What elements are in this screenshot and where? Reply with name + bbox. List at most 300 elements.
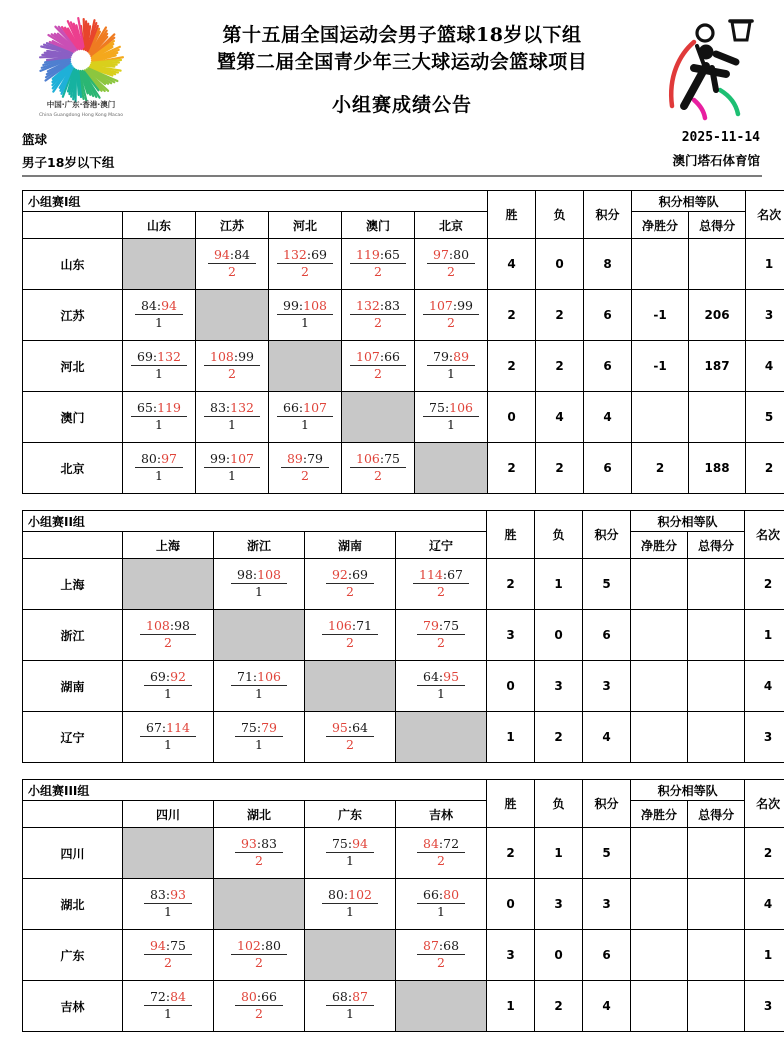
opponent-column-header-4: 吉林 — [396, 801, 487, 828]
match-points: 1 — [140, 737, 196, 752]
away-score: 132 — [230, 400, 254, 415]
row-rank: 5 — [746, 392, 784, 443]
score-fraction — [138, 722, 198, 751]
score-fraction — [425, 249, 477, 278]
home-score: 108 — [210, 349, 234, 364]
match-result-cell — [123, 879, 214, 930]
away-score: 107 — [303, 400, 327, 415]
score-fraction — [142, 940, 194, 969]
score-fraction — [142, 671, 194, 700]
row-losses: 2 — [536, 341, 584, 392]
row-losses: 1 — [535, 828, 583, 879]
column-header-points: 积分 — [583, 511, 631, 559]
opponent-column-header-3: 河北 — [269, 212, 342, 239]
score-separator: : — [439, 887, 443, 902]
away-score: 108 — [303, 298, 327, 313]
match-points: 1 — [322, 904, 378, 919]
home-score: 80 — [241, 989, 257, 1004]
table-row — [23, 712, 784, 763]
score-separator: : — [261, 938, 265, 953]
score-fraction — [415, 620, 467, 649]
row-point-diff — [631, 661, 688, 712]
group-title: 小组赛I组 — [23, 191, 488, 212]
match-result-cell — [123, 610, 214, 661]
row-point-diff — [631, 879, 688, 930]
match-points: 1 — [326, 853, 374, 868]
svg-text:中国·广东·香港·澳门: 中国·广东·香港·澳门 — [47, 99, 116, 109]
score-line — [231, 671, 287, 686]
home-score: 69 — [150, 669, 166, 684]
row-points: 5 — [583, 828, 631, 879]
page-subtitle: 小组赛成绩公告 — [170, 90, 634, 117]
away-score: 79 — [261, 720, 277, 735]
match-points: 1 — [204, 468, 260, 483]
home-score: 84 — [141, 298, 157, 313]
away-score: 99 — [238, 349, 254, 364]
opponent-header-row — [23, 532, 784, 559]
score-line — [208, 249, 256, 264]
away-score: 87 — [352, 989, 368, 1004]
column-header-point-diff: 净胜分 — [631, 801, 688, 828]
match-result-cell — [123, 443, 196, 494]
row-point-diff: -1 — [632, 290, 689, 341]
home-score: 67 — [146, 720, 162, 735]
score-line — [235, 722, 283, 737]
away-score: 84 — [170, 989, 186, 1004]
away-score: 79 — [307, 451, 323, 466]
score-fraction — [233, 722, 285, 751]
match-result-cell — [269, 443, 342, 494]
away-score: 71 — [356, 618, 372, 633]
score-fraction — [324, 569, 376, 598]
home-score: 68 — [332, 989, 348, 1004]
score-separator: : — [348, 720, 352, 735]
match-points: 1 — [423, 417, 479, 432]
score-line — [135, 300, 183, 315]
score-fraction — [275, 300, 335, 329]
home-score: 95 — [332, 720, 348, 735]
row-total-points — [688, 610, 745, 661]
away-score: 119 — [157, 400, 181, 415]
row-team-name: 浙江 — [23, 610, 123, 661]
row-total-points — [689, 392, 746, 443]
match-points: 2 — [140, 635, 196, 650]
home-score: 92 — [332, 567, 348, 582]
match-result-cell — [415, 290, 488, 341]
away-score: 69 — [352, 567, 368, 582]
group-header-row — [23, 511, 784, 532]
match-result-cell — [123, 712, 214, 763]
match-result-cell — [396, 930, 487, 981]
home-score: 108 — [146, 618, 170, 633]
match-result-cell — [214, 930, 305, 981]
home-score: 83 — [210, 400, 226, 415]
basketball-pictogram-icon — [654, 10, 760, 122]
row-point-diff — [631, 930, 688, 981]
match-points: 1 — [144, 686, 192, 701]
row-points: 4 — [583, 712, 631, 763]
opponent-column-header-2: 湖北 — [214, 801, 305, 828]
match-points: 2 — [326, 584, 374, 599]
score-line — [326, 569, 374, 584]
self-cell — [396, 712, 487, 763]
away-score: 97 — [161, 451, 177, 466]
home-score: 83 — [150, 887, 166, 902]
row-total-points — [688, 879, 745, 930]
match-points: 2 — [144, 955, 192, 970]
away-score: 89 — [453, 349, 469, 364]
away-score: 65 — [384, 247, 400, 262]
away-score: 69 — [311, 247, 327, 262]
away-score: 114 — [166, 720, 190, 735]
match-points: 2 — [417, 955, 465, 970]
match-points: 1 — [277, 417, 333, 432]
score-fraction — [320, 889, 380, 918]
row-points: 6 — [584, 290, 632, 341]
score-line — [423, 402, 479, 417]
row-losses: 0 — [535, 610, 583, 661]
score-fraction — [324, 722, 376, 751]
svg-text:China Guangdong Hong Kong Maca: China Guangdong Hong Kong Macao — [39, 112, 123, 118]
home-score: 65 — [137, 400, 153, 415]
row-rank: 1 — [745, 930, 784, 981]
match-result-cell — [396, 610, 487, 661]
score-line — [417, 889, 465, 904]
match-result-cell — [396, 559, 487, 610]
match-points: 2 — [235, 853, 283, 868]
score-separator: : — [257, 836, 261, 851]
match-result-cell — [305, 828, 396, 879]
column-header-rank: 名次 — [745, 511, 784, 559]
score-separator: : — [157, 298, 161, 313]
match-points: 1 — [417, 686, 465, 701]
away-score: 66 — [261, 989, 277, 1004]
row-losses: 2 — [536, 290, 584, 341]
row-total-points — [688, 712, 745, 763]
score-line — [277, 249, 333, 264]
score-separator: : — [449, 247, 453, 262]
score-fraction — [129, 402, 189, 431]
match-points: 1 — [326, 1006, 374, 1021]
row-point-diff: 2 — [632, 443, 689, 494]
row-rank: 3 — [745, 712, 784, 763]
table-row — [23, 290, 784, 341]
score-fraction — [348, 300, 408, 329]
self-cell — [396, 981, 487, 1032]
opponent-column-header-3: 湖南 — [305, 532, 396, 559]
row-points: 6 — [584, 341, 632, 392]
row-point-diff — [632, 239, 689, 290]
row-team-name: 澳门 — [23, 392, 123, 443]
row-losses: 2 — [535, 981, 583, 1032]
score-line — [231, 569, 287, 584]
row-rank: 4 — [746, 341, 784, 392]
row-wins: 2 — [488, 341, 536, 392]
match-points: 1 — [231, 686, 287, 701]
match-points: 1 — [235, 737, 283, 752]
score-separator: : — [352, 618, 356, 633]
match-result-cell — [123, 341, 196, 392]
match-result-cell — [214, 828, 305, 879]
score-line — [417, 671, 465, 686]
score-fraction — [415, 940, 467, 969]
home-score: 66 — [423, 887, 439, 902]
away-score: 83 — [261, 836, 277, 851]
self-cell — [214, 879, 305, 930]
match-points: 2 — [277, 264, 333, 279]
away-score: 98 — [174, 618, 190, 633]
match-result-cell — [269, 290, 342, 341]
score-line — [204, 402, 260, 417]
column-header-wins: 胜 — [488, 191, 536, 239]
match-points: 2 — [423, 315, 479, 330]
self-cell — [269, 341, 342, 392]
score-separator: : — [380, 298, 384, 313]
match-result-cell — [214, 981, 305, 1032]
match-result-cell — [415, 239, 488, 290]
opponent-column-header-1: 山东 — [123, 212, 196, 239]
row-team-name: 湖北 — [23, 879, 123, 930]
score-fraction — [421, 402, 481, 431]
match-result-cell — [196, 341, 269, 392]
table-row — [23, 981, 784, 1032]
column-header-rank: 名次 — [746, 191, 784, 239]
column-header-points: 积分 — [583, 780, 631, 828]
home-score: 75 — [241, 720, 257, 735]
column-header-wins: 胜 — [487, 511, 535, 559]
group-tables-container — [22, 190, 762, 1048]
home-score: 72 — [150, 989, 166, 1004]
row-rank: 3 — [746, 290, 784, 341]
match-result-cell — [123, 392, 196, 443]
meta-left — [22, 128, 114, 174]
match-points: 1 — [204, 417, 260, 432]
table-row — [23, 392, 784, 443]
away-score: 80 — [443, 887, 459, 902]
group-title: 小组赛II组 — [23, 511, 487, 532]
match-points: 2 — [417, 853, 465, 868]
match-points: 2 — [281, 468, 329, 483]
away-score: 99 — [457, 298, 473, 313]
score-line — [350, 351, 406, 366]
home-score: 79 — [423, 618, 439, 633]
row-losses: 2 — [536, 443, 584, 494]
group-table-3 — [22, 779, 784, 1032]
score-line — [417, 838, 465, 853]
score-line — [326, 991, 374, 1006]
match-result-cell — [342, 443, 415, 494]
score-separator: : — [303, 451, 307, 466]
score-line — [326, 838, 374, 853]
table-row — [23, 930, 784, 981]
score-fraction — [142, 991, 194, 1020]
self-cell — [196, 290, 269, 341]
match-points: 1 — [135, 468, 183, 483]
match-result-cell — [214, 661, 305, 712]
score-fraction — [129, 351, 189, 380]
row-team-name: 广东 — [23, 930, 123, 981]
row-points: 6 — [584, 443, 632, 494]
match-result-cell — [214, 712, 305, 763]
score-fraction — [324, 991, 376, 1020]
row-team-name: 辽宁 — [23, 712, 123, 763]
score-line — [427, 249, 475, 264]
table-row — [23, 879, 784, 930]
match-result-cell — [269, 239, 342, 290]
match-result-cell — [342, 239, 415, 290]
row-point-diff: -1 — [632, 341, 689, 392]
score-separator: : — [299, 298, 303, 313]
score-fraction — [229, 671, 289, 700]
match-result-cell — [305, 559, 396, 610]
match-result-cell — [415, 392, 488, 443]
home-score: 75 — [332, 836, 348, 851]
row-total-points — [688, 661, 745, 712]
score-separator: : — [344, 887, 348, 902]
score-line — [417, 940, 465, 955]
score-fraction — [411, 569, 471, 598]
row-losses: 4 — [536, 392, 584, 443]
row-wins: 0 — [487, 879, 535, 930]
home-score: 99 — [210, 451, 226, 466]
away-score: 132 — [157, 349, 181, 364]
row-points: 6 — [583, 930, 631, 981]
row-point-diff — [631, 559, 688, 610]
row-rank: 2 — [745, 828, 784, 879]
match-points: 2 — [326, 737, 374, 752]
score-separator: : — [253, 669, 257, 684]
row-points: 3 — [583, 879, 631, 930]
row-team-name: 四川 — [23, 828, 123, 879]
home-score: 99 — [283, 298, 299, 313]
meta-right — [672, 126, 760, 172]
row-point-diff — [632, 392, 689, 443]
score-separator: : — [234, 349, 238, 364]
row-total-points: 188 — [689, 443, 746, 494]
row-wins: 2 — [487, 559, 535, 610]
match-points: 2 — [350, 468, 406, 483]
away-score: 72 — [443, 836, 459, 851]
column-header-total-points: 总得分 — [688, 801, 745, 828]
score-separator: : — [443, 567, 447, 582]
score-line — [135, 453, 183, 468]
score-separator: : — [166, 669, 170, 684]
score-fraction — [425, 351, 477, 380]
row-rank: 1 — [746, 239, 784, 290]
match-result-cell — [415, 341, 488, 392]
home-score: 87 — [423, 938, 439, 953]
score-separator: : — [153, 349, 157, 364]
date-label: 2025-11-14 — [672, 126, 760, 149]
away-score: 80 — [265, 938, 281, 953]
score-fraction — [133, 300, 185, 329]
score-line — [235, 991, 283, 1006]
row-total-points — [688, 930, 745, 981]
title-line-2: 暨第二届全国青少年三大球运动会篮球项目 — [170, 49, 634, 76]
score-fraction — [233, 991, 285, 1020]
score-line — [427, 351, 475, 366]
score-line — [322, 620, 378, 635]
score-separator: : — [299, 400, 303, 415]
match-result-cell — [123, 930, 214, 981]
match-points: 2 — [322, 635, 378, 650]
score-separator: : — [226, 400, 230, 415]
score-line — [413, 569, 469, 584]
row-losses: 2 — [535, 712, 583, 763]
column-header-total-points: 总得分 — [688, 532, 745, 559]
row-point-diff — [631, 981, 688, 1032]
score-fraction — [324, 838, 376, 867]
home-score: 97 — [433, 247, 449, 262]
self-cell — [214, 610, 305, 661]
row-wins: 2 — [488, 443, 536, 494]
self-cell — [305, 661, 396, 712]
table-row — [23, 559, 784, 610]
away-score: 108 — [257, 567, 281, 582]
row-team-name: 江苏 — [23, 290, 123, 341]
match-points: 1 — [144, 1006, 192, 1021]
match-result-cell — [123, 290, 196, 341]
score-line — [140, 722, 196, 737]
match-result-cell — [342, 341, 415, 392]
home-score: 106 — [356, 451, 380, 466]
score-separator: : — [348, 567, 352, 582]
match-result-cell — [396, 828, 487, 879]
group-table-2 — [22, 510, 784, 763]
row-losses: 0 — [536, 239, 584, 290]
match-points: 2 — [235, 1006, 283, 1021]
match-points: 1 — [417, 904, 465, 919]
corner-cell — [23, 212, 123, 239]
match-points: 2 — [417, 635, 465, 650]
column-header-tiebreak-group: 积分相等队 — [631, 780, 745, 801]
row-total-points: 187 — [689, 341, 746, 392]
score-fraction — [415, 671, 467, 700]
match-points: 2 — [427, 264, 475, 279]
score-fraction — [138, 620, 198, 649]
page-header — [0, 0, 784, 178]
row-wins: 3 — [487, 610, 535, 661]
away-score: 102 — [348, 887, 372, 902]
score-line — [277, 402, 333, 417]
score-fraction — [348, 453, 408, 482]
match-result-cell — [196, 239, 269, 290]
away-score: 75 — [384, 451, 400, 466]
score-separator: : — [445, 400, 449, 415]
match-points: 1 — [231, 584, 287, 599]
row-rank: 2 — [745, 559, 784, 610]
match-result-cell — [214, 559, 305, 610]
self-cell — [123, 559, 214, 610]
score-separator: : — [380, 349, 384, 364]
score-fraction — [348, 249, 408, 278]
row-points: 8 — [584, 239, 632, 290]
home-score: 80 — [141, 451, 157, 466]
table-row — [23, 661, 784, 712]
home-score: 89 — [287, 451, 303, 466]
home-score: 71 — [237, 669, 253, 684]
row-rank: 4 — [745, 661, 784, 712]
opponent-column-header-2: 浙江 — [214, 532, 305, 559]
table-row — [23, 239, 784, 290]
row-team-name: 吉林 — [23, 981, 123, 1032]
row-points: 6 — [583, 610, 631, 661]
score-separator: : — [166, 938, 170, 953]
score-fraction — [202, 453, 262, 482]
match-result-cell — [305, 879, 396, 930]
match-points: 1 — [135, 315, 183, 330]
match-points: 1 — [131, 366, 187, 381]
